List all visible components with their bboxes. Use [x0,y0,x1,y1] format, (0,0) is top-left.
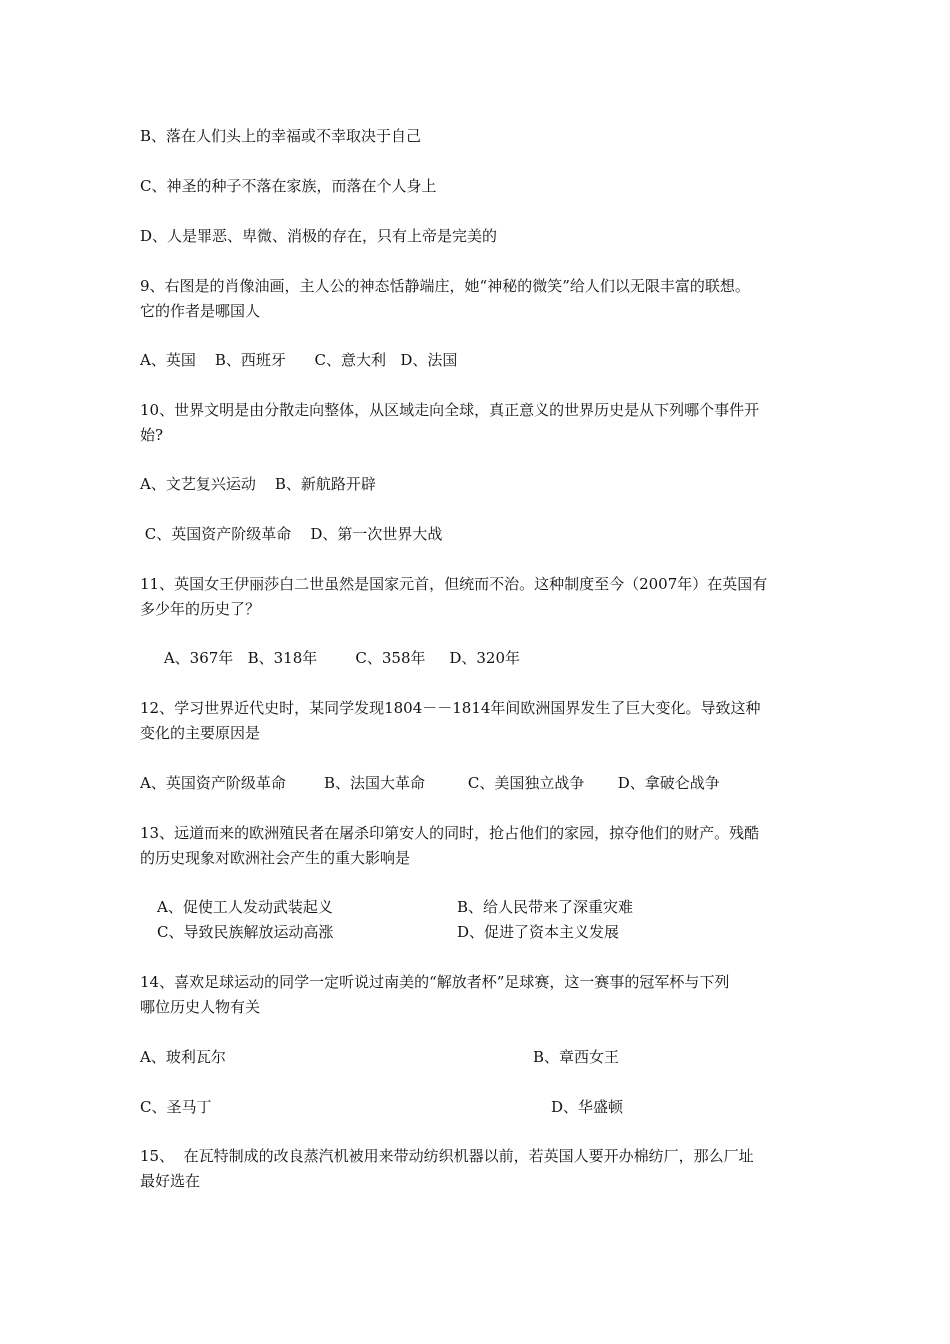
q10-stem-line1: 10、世界文明是由分散走向整体，从区域走向全球，真正意义的世界历史是从下列哪个事件开 [140,401,760,419]
q15-stem-line2: 最好选在 [140,1172,201,1190]
q11-options: A、367年 B、318年 C、358年 D、320年 [140,649,521,667]
q14-option-c: C、圣马丁 [140,1098,212,1116]
q9-stem-line2: 它的作者是哪国人 [140,302,261,320]
q12-options: A、英国资产阶级革命 B、法国大革命 C、美国独立战争 D、拿破仑战争 [140,774,720,792]
q14-option-d: D、华盛顿 [551,1098,624,1116]
q13-option-a: A、促使工人发动武装起义 [157,898,333,916]
q10-stem-line2: 始? [140,426,164,444]
q13-option-b: B、给人民带来了深重灾难 [457,898,634,916]
q8-option-d: D、人是罪恶、卑微、消极的存在，只有上帝是完美的 [140,227,498,245]
q9-options: A、英国 B、西班牙 C、意大利 D、法国 [140,351,458,369]
q13-option-d: D、促进了资本主义发展 [457,923,620,941]
q13-stem-line2: 的历史现象对欧洲社会产生的重大影响是 [140,849,411,867]
q11-stem-line2: 多少年的历史了？ [140,600,261,618]
q9-stem-line1: 9、右图是的肖像油画，主人公的神态恬静端庄，她“神秘的微笑”给人们以无限丰富的联想。 [140,277,750,295]
q12-stem-line2: 变化的主要原因是 [140,724,261,742]
q8-option-b: B、落在人们头上的幸福或不幸取决于自己 [140,127,422,145]
q14-option-b: B、章西女王 [533,1048,620,1066]
q12-stem-line1: 12、学习世界近代史时，某同学发现1804－－1814年间欧洲国界发生了巨大变化。导致这种 [140,699,761,717]
q10-options-row1: A、文艺复兴运动 B、新航路开辟 [140,475,376,493]
q8-option-c: C、神圣的种子不落在家族，而落在个人身上 [140,177,437,195]
q14-option-a: A、玻利瓦尔 [140,1048,226,1066]
q14-stem-line2: 哪位历史人物有关 [140,998,261,1016]
q15-stem-line1: 15、 在瓦特制成的改良蒸汽机被用来带动纺织机器以前，若英国人要开办棉纺厂，那么厂址 [140,1147,754,1165]
q13-stem-line1: 13、远道而来的欧洲殖民者在屠杀印第安人的同时，抢占他们的家园，掠夺他们的财产。残酷 [140,824,760,842]
q11-stem-line1: 11、英国女王伊丽莎白二世虽然是国家元首，但统而不治。这种制度至今（2007年）在英国有 [140,575,768,593]
q14-stem-line1: 14、喜欢足球运动的同学一定听说过南美的“解放者杯”足球赛，这一赛事的冠军杯与下列 [140,973,730,991]
q10-options-row2: C、英国资产阶级革命 D、第一次世界大战 [140,525,443,543]
q13-option-c: C、导致民族解放运动高涨 [157,923,334,941]
